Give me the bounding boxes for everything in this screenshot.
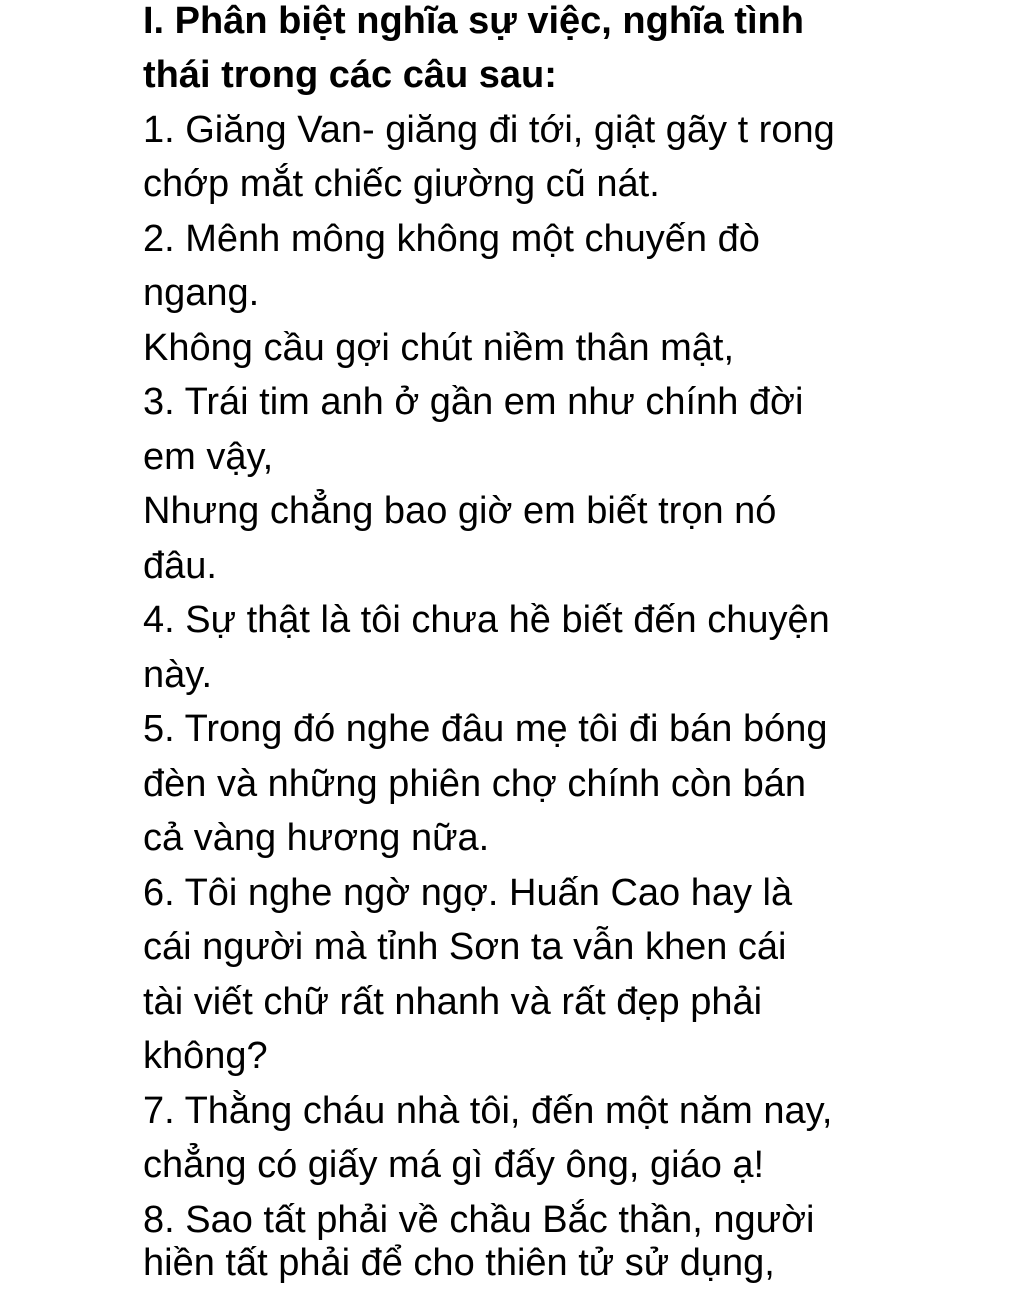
text-line: không? xyxy=(143,1035,268,1077)
text-line: 1. Giăng Van- giăng đi tới, giật gãy t rong xyxy=(143,109,835,151)
text-line: cái người mà tỉnh Sơn ta vẫn khen cái xyxy=(143,926,787,968)
text-line: Nhưng chẳng bao giờ em biết trọn nó xyxy=(143,490,777,532)
text-line: Không cầu gợi chút niềm thân mật, xyxy=(143,327,735,369)
heading-line-2: thái trong các câu sau: xyxy=(143,54,557,96)
text-line: ngang. xyxy=(143,272,260,314)
text-line: em vậy, xyxy=(143,436,274,478)
text-line: 5. Trong đó nghe đâu mẹ tôi đi bán bóng xyxy=(143,708,828,750)
text-line: 6. Tôi nghe ngờ ngợ. Huấn Cao hay là xyxy=(143,872,793,914)
heading-line-1: I. Phân biệt nghĩa sự việc, nghĩa tình xyxy=(143,0,804,42)
text-line: 2. Mênh mông không một chuyến đò xyxy=(143,218,760,260)
text-line: 3. Trái tim anh ở gần em như chính đời xyxy=(143,381,804,423)
text-line: cả vàng hương nữa. xyxy=(143,817,490,859)
text-line: hiền tất phải để cho thiên tử sử dụng, xyxy=(143,1242,775,1284)
text-line: chớp mắt chiếc giường cũ nát. xyxy=(143,163,660,205)
text-line: 4. Sự thật là tôi chưa hề biết đến chuyện xyxy=(143,599,830,641)
text-line: chẳng có giấy má gì đấy ông, giáo ạ! xyxy=(143,1144,765,1186)
text-line: tài viết chữ rất nhanh và rất đẹp phải xyxy=(143,981,763,1023)
text-line: 8. Sao tất phải về chầu Bắc thần, người xyxy=(143,1199,815,1241)
text-line: 7. Thằng cháu nhà tôi, đến một năm nay, xyxy=(143,1090,833,1132)
text-line: này. xyxy=(143,654,213,696)
text-line: đâu. xyxy=(143,545,217,587)
text-line: đèn và những phiên chợ chính còn bán xyxy=(143,763,807,805)
